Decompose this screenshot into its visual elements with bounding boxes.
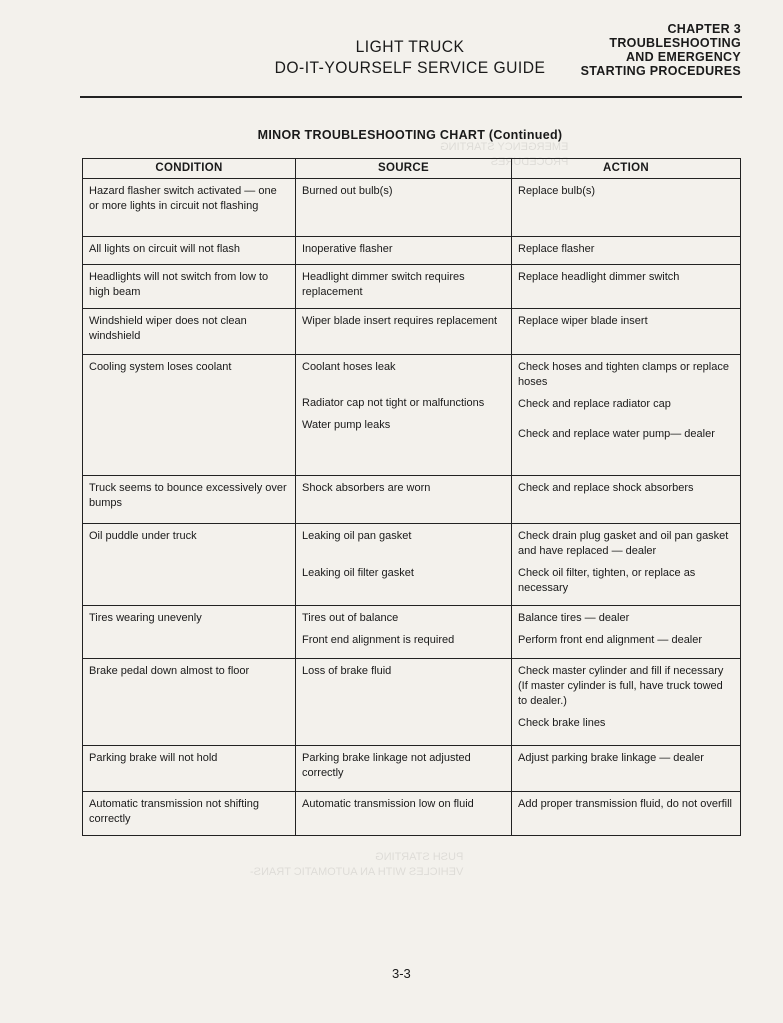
source-cell <box>296 179 512 237</box>
source-text: Radiator cap not tight or malfunctions <box>302 397 485 409</box>
column-header-condition: CONDITION <box>83 159 296 179</box>
table-row <box>83 309 741 355</box>
action-text: Check drain plug gasket and oil pan gasket and have replaced — dealer <box>518 530 729 557</box>
condition-text: Automatic transmission not shifting correctly <box>89 798 259 825</box>
table-row <box>83 659 741 746</box>
source-cell <box>296 792 512 836</box>
source-text: Leaking oil filter gasket <box>302 567 414 579</box>
table-row <box>83 179 741 237</box>
chart-title: MINOR TROUBLESHOOTING CHART (Continued) <box>257 128 563 142</box>
condition-cell <box>83 746 296 792</box>
chapter-line: AND EMERGENCY <box>625 50 741 64</box>
guide-title-line-2: DO-IT-YOURSELF SERVICE GUIDE <box>274 58 546 77</box>
action-text: Check hoses and tighten clamps or replace hoses <box>518 361 729 388</box>
action-cell <box>512 265 741 309</box>
page-number: 3-3 <box>392 966 411 981</box>
action-text: Check and replace radiator cap <box>518 398 671 410</box>
guide-title <box>250 36 570 78</box>
source-text: Burned out bulb(s) <box>302 185 393 197</box>
source-text: Tires out of balance <box>302 612 399 624</box>
action-text: Replace flasher <box>518 243 595 255</box>
header-divider <box>80 96 742 98</box>
table-row <box>83 265 741 309</box>
source-text: Leaking oil pan gasket <box>302 530 412 542</box>
table-row <box>83 476 741 524</box>
action-cell <box>512 792 741 836</box>
source-cell <box>296 265 512 309</box>
chapter-line: STARTING PROCEDURES <box>580 64 741 78</box>
condition-text: Headlights will not switch from low to high beam <box>89 271 269 298</box>
condition-text: Windshield wiper does not clean windshield <box>89 315 247 342</box>
condition-text: Hazard flasher switch activated — one or more lights in circuit not flashing <box>89 185 277 212</box>
action-text: Replace bulb(s) <box>518 185 596 197</box>
chapter-heading <box>581 22 741 78</box>
source-cell <box>296 659 512 746</box>
source-text: Parking brake linkage not adjusted correctly <box>302 752 471 779</box>
condition-text: Parking brake will not hold <box>89 752 218 764</box>
source-text: Loss of brake fluid <box>302 665 392 677</box>
source-cell <box>296 606 512 659</box>
source-text: Front end alignment is required <box>302 634 455 646</box>
condition-cell <box>83 476 296 524</box>
condition-cell <box>83 659 296 746</box>
source-text: Automatic transmission low on fluid <box>302 798 474 810</box>
table-row <box>83 606 741 659</box>
condition-cell <box>83 179 296 237</box>
source-cell <box>296 355 512 476</box>
action-cell <box>512 309 741 355</box>
chapter-line: TROUBLESHOOTING <box>609 36 741 50</box>
condition-text: Tires wearing unevenly <box>89 612 202 624</box>
condition-text: Cooling system loses coolant <box>89 361 232 373</box>
action-text: Check and replace water pump— dealer <box>518 428 715 440</box>
source-cell <box>296 746 512 792</box>
table-row <box>83 524 741 606</box>
source-text: Shock absorbers are worn <box>302 482 431 494</box>
source-text: Water pump leaks <box>302 419 391 431</box>
condition-text: Brake pedal down almost to floor <box>89 665 250 677</box>
chapter-line: CHAPTER 3 <box>667 22 741 36</box>
condition-text: Oil puddle under truck <box>89 530 197 542</box>
action-text: Add proper transmission fluid, do not overfill <box>518 798 732 810</box>
action-cell <box>512 746 741 792</box>
table-row <box>83 746 741 792</box>
action-cell <box>512 237 741 265</box>
condition-text: Truck seems to bounce excessively over bumps <box>89 482 287 509</box>
troubleshooting-table <box>82 158 741 836</box>
bleed-through-text: PUSH STARTING VEHICLES WITH AN AUTOMATIC TRANS- <box>250 851 464 878</box>
table-header-row <box>83 159 741 179</box>
table-row <box>83 792 741 836</box>
column-header-source: SOURCE <box>296 159 512 179</box>
source-text: Inoperative flasher <box>302 243 393 255</box>
action-text: Check and replace shock absorbers <box>518 482 694 494</box>
source-cell <box>296 476 512 524</box>
source-cell <box>296 524 512 606</box>
guide-title-line-1: LIGHT TRUCK <box>355 37 465 56</box>
source-text: Headlight dimmer switch requires replacement <box>302 271 465 298</box>
action-cell <box>512 476 741 524</box>
action-text: Perform front end alignment — dealer <box>518 634 703 646</box>
action-cell <box>512 606 741 659</box>
condition-text: All lights on circuit will not flash <box>89 243 241 255</box>
action-text: Replace headlight dimmer switch <box>518 271 680 283</box>
table-row <box>83 355 741 476</box>
condition-cell <box>83 355 296 476</box>
action-cell <box>512 659 741 746</box>
source-cell <box>296 309 512 355</box>
column-header-action: ACTION <box>512 159 741 179</box>
condition-cell <box>83 792 296 836</box>
condition-cell <box>83 524 296 606</box>
table-row <box>83 237 741 265</box>
action-text: Check master cylinder and fill if necessary (If master cylinder is full, have truck towed to dealer.) <box>518 665 724 707</box>
action-text: Replace wiper blade insert <box>518 315 648 327</box>
condition-cell <box>83 265 296 309</box>
condition-cell <box>83 606 296 659</box>
action-text: Adjust parking brake linkage — dealer <box>518 752 704 764</box>
source-text: Wiper blade insert requires replacement <box>302 315 498 327</box>
action-text: Check brake lines <box>518 717 606 729</box>
source-text: Coolant hoses leak <box>302 361 396 373</box>
source-cell <box>296 237 512 265</box>
bleed-through-text: EMERGENCY STARTING PROCEDURES <box>440 141 569 168</box>
condition-cell <box>83 237 296 265</box>
action-text: Balance tires — dealer <box>518 612 630 624</box>
action-cell <box>512 355 741 476</box>
action-text: Check oil filter, tighten, or replace as necessary <box>518 567 696 594</box>
action-cell <box>512 524 741 606</box>
condition-cell <box>83 309 296 355</box>
action-cell <box>512 179 741 237</box>
